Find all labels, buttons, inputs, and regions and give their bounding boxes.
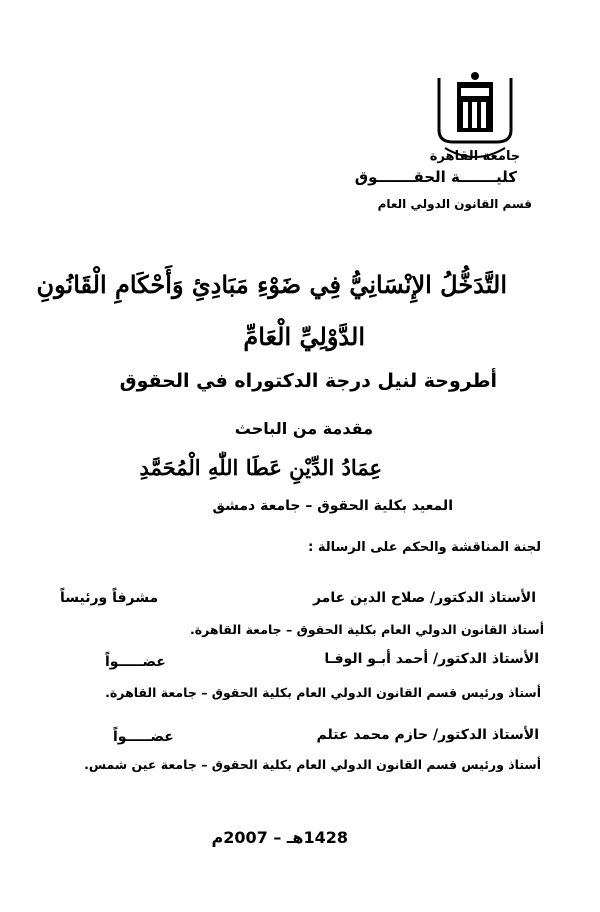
committee-heading: لجنة المناقشة والحكم على الرسالة : — [308, 540, 541, 555]
committee-member-name: الأستاذ الدكتور/ حازم محمد عتلم — [316, 727, 539, 743]
committee-member-role: مشرفاً ورئيساً — [60, 590, 159, 606]
presented-by: مقدمة من الباحث — [234, 419, 373, 438]
committee-member-role: عضـــــواً — [113, 729, 174, 745]
department-name: قسم القانون الدولي العام — [377, 197, 532, 211]
logo-caption: جامعة القاهرة — [429, 149, 521, 164]
committee-member-affiliation: أستاذ ورئيس قسم القانون الدولي العام بكلية الحقوق – جامعة القاهرة. — [105, 685, 541, 700]
author-name: عِمَادُ الدِّيْنِ عَطَا اللّٰهِ الْمُحَمَّدِ — [139, 455, 382, 480]
committee-member-name: الأستاذ الدكتور/ صلاح الدين عامر — [312, 590, 536, 606]
committee-member-affiliation: أستاذ القانون الدولي العام بكلية الحقوق – جامعة القاهرة. — [190, 622, 544, 637]
thesis-title-line-2: الدَّوْلِيِّ الْعَامِّ — [243, 322, 365, 351]
thesis-date: 1428هـ – 2007م — [211, 828, 348, 847]
thesis-title-line-1: التَّدَخُّلُ الإِنْسَانِيُّ فِي ضَوْءِ مَبَادِئِ وَأَحْكَامِ الْقَانُونِ — [36, 270, 507, 299]
thesis-purpose: أطروحة لنيل درجة الدكتوراه في الحقوق — [119, 370, 497, 392]
author-affiliation: المعيد بكلية الحقوق – جامعة دمشق — [212, 498, 453, 514]
faculty-name: كليـــــــة الحقـــــــوق — [354, 168, 517, 186]
university-logo — [425, 70, 525, 165]
committee-member-role: عضـــــواً — [105, 654, 166, 670]
committee-member-name: الأستاذ الدكتور/ أحمد أبـو الوفـا — [324, 651, 539, 667]
committee-member-affiliation: أستاذ ورئيس قسم القانون الدولي العام بكلية الحقوق – جامعة عين شمس. — [84, 757, 541, 772]
